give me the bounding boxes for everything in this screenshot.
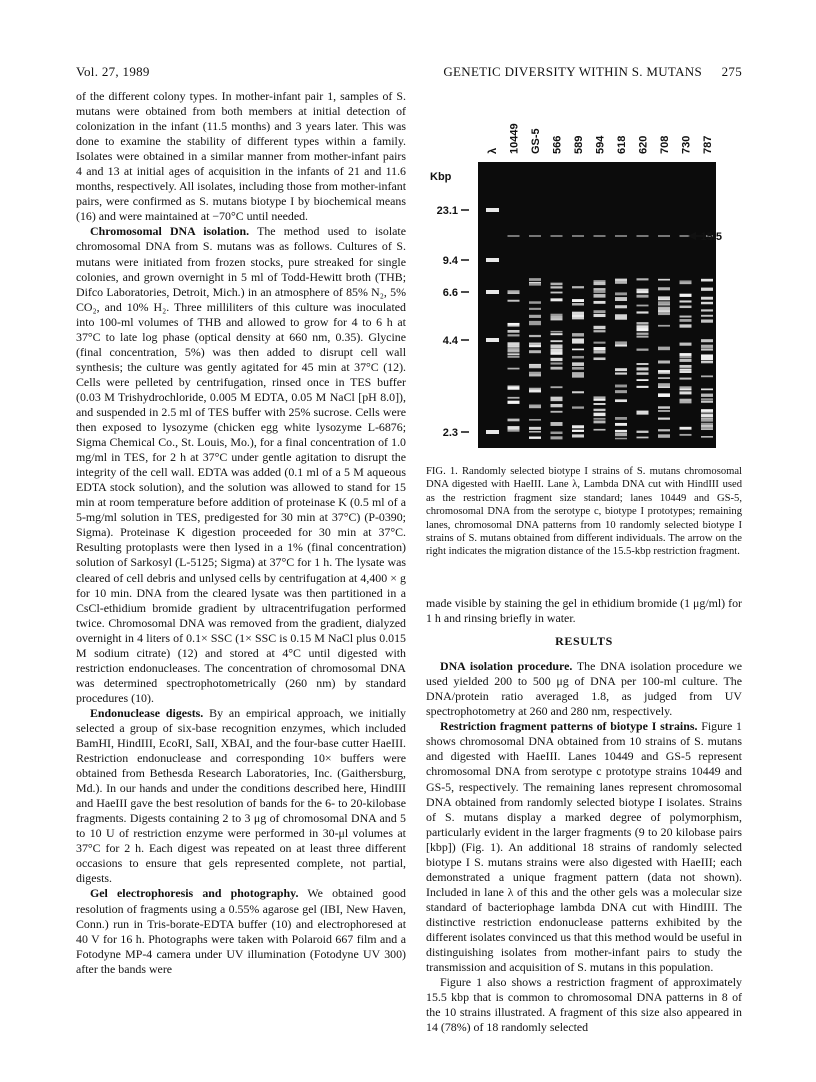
common-fragment-band xyxy=(551,235,563,237)
sample-band xyxy=(508,426,520,429)
page-number: 275 xyxy=(721,64,742,79)
sample-band xyxy=(572,426,584,428)
running-title: GENETIC DIVERSITY WITHIN S. MUTANS xyxy=(443,64,702,79)
sample-band xyxy=(572,406,584,408)
sample-band xyxy=(572,303,584,305)
sample-band xyxy=(615,314,627,317)
paragraph-colony-types: of the different colony types. In mother-infant pair 1, samples of S. mutans were obtained from both members at initial detection of colonization in the infant (11.5 months) and 3 years later. This was done to examine the stability of different types within a family. Isolates were obtained in a similar manner from mother-infant pairs 4 and 13 at initial ages of acquisition in the infants of 21 and 11.6 months, respectively. All isolates, including those from mother-infant pairs, were confirmed as S. mutans biotype I by biochemical means (16) and were maintained at −70°C until needed. xyxy=(76,89,406,224)
sample-band xyxy=(529,390,541,393)
common-fragment-band xyxy=(508,235,520,237)
sample-band xyxy=(615,433,627,436)
ladder-band xyxy=(486,338,499,342)
sample-band xyxy=(637,295,649,298)
sample-band xyxy=(551,386,563,388)
sample-band xyxy=(615,299,627,301)
sample-band xyxy=(508,330,520,332)
sample-band xyxy=(572,299,584,302)
sample-band xyxy=(701,414,713,417)
results-heading: RESULTS xyxy=(555,634,613,649)
sample-band xyxy=(615,305,627,308)
sample-band xyxy=(529,427,541,430)
sample-band xyxy=(572,333,584,335)
sample-band xyxy=(658,279,670,281)
sample-band xyxy=(551,286,563,288)
sample-band xyxy=(508,397,520,399)
sample-band xyxy=(508,401,520,404)
sample-band xyxy=(551,436,563,439)
sample-band xyxy=(637,311,649,313)
sample-band xyxy=(594,350,606,353)
sample-band xyxy=(701,388,713,390)
sample-band xyxy=(594,326,606,329)
sample-band xyxy=(658,406,670,408)
paragraph-dna-procedure xyxy=(426,659,742,719)
sample-band xyxy=(529,343,541,345)
sample-band xyxy=(551,349,563,352)
sample-band xyxy=(572,317,584,320)
sample-band xyxy=(701,427,713,430)
sample-band xyxy=(701,319,713,322)
sample-band xyxy=(529,301,541,303)
sample-band xyxy=(680,294,692,297)
sample-band xyxy=(658,410,670,412)
sample-band xyxy=(680,319,692,322)
heading-dna-procedure: DNA isolation procedure. xyxy=(440,659,573,674)
sample-band xyxy=(594,429,606,431)
sample-band xyxy=(658,360,670,363)
sample-band xyxy=(658,429,670,431)
sample-band xyxy=(594,342,606,344)
sample-band xyxy=(701,361,713,363)
figure-caption: FIG. 1. Randomly selected biotype I strains of S. mutans chromosomal DNA digested with HaeIII. Lane λ, Lambda DNA cut with HindIII used as the restriction fragment size standard; lanes 10449 and GS-5, chromosomal DNA from the serotype c, biotype I prototypes; remaining lanes, chromosomal DNA patterns from 10 randomly selected biotype I strains of S. mutans obtained from different individuals. The arrow on the right indicates the migration distance of the 15.5-kbp restriction fragment. xyxy=(426,466,742,558)
size-marker-label: 9.4 xyxy=(442,255,458,267)
lane-label: 708 xyxy=(659,135,671,154)
sample-band xyxy=(680,378,692,380)
sample-band xyxy=(680,300,692,302)
sample-band xyxy=(680,316,692,318)
sample-band xyxy=(680,427,692,429)
sample-band xyxy=(701,315,713,317)
common-fragment-band xyxy=(572,235,584,237)
sample-band xyxy=(680,343,692,346)
sample-band xyxy=(680,282,692,284)
lane-label: 10449 xyxy=(508,123,521,154)
sample-band xyxy=(551,333,563,335)
sample-band xyxy=(529,419,541,421)
sample-band xyxy=(615,368,627,371)
sample-band xyxy=(680,365,692,368)
sample-band xyxy=(529,335,541,337)
sample-band xyxy=(594,283,606,285)
sample-band xyxy=(701,302,713,304)
sample-band xyxy=(701,288,713,291)
sample-band xyxy=(572,286,584,288)
lane-label: 566 xyxy=(551,135,564,154)
sample-band xyxy=(551,367,563,370)
sample-band xyxy=(594,421,606,424)
gel-figure xyxy=(422,98,742,448)
sample-band xyxy=(615,438,627,440)
sample-band xyxy=(637,431,649,433)
sample-band xyxy=(637,412,649,415)
sample-band xyxy=(529,431,541,433)
sample-band xyxy=(529,374,541,376)
sample-band xyxy=(658,377,670,379)
sample-band xyxy=(572,364,584,366)
sample-band xyxy=(680,369,692,371)
sample-band xyxy=(551,331,563,333)
sample-band xyxy=(594,295,606,297)
ladder-band xyxy=(486,208,499,212)
left-column xyxy=(76,89,406,977)
sample-band xyxy=(615,390,627,393)
sample-band xyxy=(572,367,584,370)
sample-band xyxy=(615,423,627,426)
sample-band xyxy=(658,373,670,375)
sample-band xyxy=(680,359,692,362)
sample-band xyxy=(701,309,713,311)
sample-band xyxy=(680,356,692,358)
sample-band xyxy=(551,422,563,424)
sample-band xyxy=(529,278,541,281)
sample-band xyxy=(701,409,713,412)
lane-label: 618 xyxy=(616,135,628,154)
sample-band xyxy=(529,284,541,286)
sample-band xyxy=(572,434,584,437)
sample-band xyxy=(529,315,541,318)
sample-band xyxy=(637,437,649,439)
sample-band xyxy=(594,347,606,349)
sample-band xyxy=(658,418,670,420)
sample-band xyxy=(529,436,541,438)
sample-band xyxy=(551,318,563,320)
lane-label: 787 xyxy=(702,135,714,154)
sample-band xyxy=(615,297,627,299)
sample-band xyxy=(508,353,520,355)
ladder-band xyxy=(486,290,499,294)
sample-band xyxy=(615,430,627,432)
sample-band xyxy=(701,297,713,300)
common-fragment-band xyxy=(637,235,649,237)
sample-band xyxy=(637,386,649,388)
paragraph-staining: made visible by staining the gel in ethidium bromide (1 μg/ml) for 1 h and rinsing briefly in water. xyxy=(426,596,742,626)
common-fragment-band xyxy=(594,235,606,237)
sample-band xyxy=(529,308,541,310)
sample-band xyxy=(680,353,692,355)
sample-band xyxy=(701,339,713,342)
sample-band xyxy=(680,389,692,391)
sample-band xyxy=(615,417,627,420)
sample-band xyxy=(551,283,563,286)
sample-band xyxy=(637,322,649,324)
sample-band xyxy=(508,334,520,336)
sample-band xyxy=(508,419,520,422)
sample-band xyxy=(572,372,584,375)
sample-band xyxy=(508,292,520,294)
text-endonuclease: By an empirical approach, we initially selected a group of six-base recognition enzymes, which included BamHI, HindIII, EcoRI, SalI, XBAI, and the four-base cutter HaeIII. Restriction endonuclease and corresponding 10× buffers were obtained from Bethesda Research Laboratories, Inc. (Gaithersburg, Md.). In our hands and under the conditions described here, HindIII and HaeIII gave the best resolution of bands for the 6- to 20-kilobase fragments. Digests containing 2 to 3 μg of chromosomal DNA and 5 to 10 U of restriction enzyme were performed in 30-μl volumes at 37°C for 2 h. Each digest was repeated on at least three different occasions to ensure that gels represented complete, not partial, digests. xyxy=(76,705,407,886)
sample-band xyxy=(572,338,584,341)
ladder-band xyxy=(486,430,499,434)
sample-band xyxy=(572,375,584,377)
lane-label: λ xyxy=(487,147,499,154)
sample-band xyxy=(637,336,649,338)
sample-band xyxy=(680,324,692,327)
sample-band xyxy=(615,399,627,402)
sample-band xyxy=(508,290,520,292)
text-dna-procedure: The DNA isolation procedure we used yielded 200 to 500 μg of DNA per 100-ml culture. The DNA/protein ratio averaged 1.8, as judged from UV spectrophotometry at 260 and 280 nm, respectively. xyxy=(426,659,742,719)
sample-band xyxy=(551,340,563,342)
sample-band xyxy=(637,305,649,307)
sample-band xyxy=(594,291,606,293)
paragraph-gel-electrophoresis xyxy=(76,886,406,976)
sample-band xyxy=(658,287,670,290)
sample-band xyxy=(658,308,670,311)
lane-label: GS-5 xyxy=(530,128,542,154)
sample-band xyxy=(508,300,520,302)
sample-band xyxy=(594,288,606,291)
sample-band xyxy=(572,349,584,351)
sample-band xyxy=(594,403,606,405)
sample-band xyxy=(508,387,520,390)
sample-band xyxy=(615,281,627,283)
sample-band xyxy=(615,341,627,344)
sample-band xyxy=(658,325,670,327)
sample-band xyxy=(701,279,713,282)
sample-band xyxy=(680,434,692,436)
sample-band xyxy=(680,391,692,394)
sample-band xyxy=(529,345,541,347)
lane-label: 594 xyxy=(594,135,607,154)
sample-band xyxy=(529,323,541,325)
sample-band xyxy=(594,413,606,416)
size-marker-label: 2.3 xyxy=(442,427,458,439)
sample-band xyxy=(615,372,627,374)
size-marker-label: 23.1 xyxy=(436,205,458,217)
sample-band xyxy=(529,321,541,323)
sample-band xyxy=(701,419,713,422)
sample-band xyxy=(637,333,649,335)
sample-band xyxy=(680,401,692,403)
common-fragment-band xyxy=(615,235,627,237)
sample-band xyxy=(551,314,563,316)
sample-band xyxy=(637,349,649,351)
sample-band xyxy=(551,404,563,407)
gel-image xyxy=(422,98,742,448)
sample-band xyxy=(615,293,627,295)
heading-endonuclease: Endonuclease digests. xyxy=(90,705,204,720)
sample-band xyxy=(551,345,563,348)
sample-band xyxy=(572,430,584,432)
sample-band xyxy=(701,398,713,400)
sample-band xyxy=(572,356,584,358)
sample-band xyxy=(701,347,713,349)
sample-band xyxy=(701,394,713,397)
sample-band xyxy=(551,298,563,301)
sample-band xyxy=(615,344,627,346)
volume-label: Vol. 27, 1989 xyxy=(76,64,150,79)
sample-band xyxy=(529,282,541,284)
sample-band xyxy=(508,348,520,350)
sample-band xyxy=(551,432,563,435)
paragraph-restriction-patterns xyxy=(426,719,742,975)
gel-background xyxy=(478,162,716,448)
heading-gel-electrophoresis: Gel electrophoresis and photography. xyxy=(90,886,299,901)
sample-band xyxy=(658,347,670,350)
sample-band xyxy=(637,325,649,328)
sample-band xyxy=(637,379,649,381)
sample-band xyxy=(658,296,670,299)
sample-band xyxy=(658,394,670,397)
text-dna-isolation: The method used to isolate chromosomal DNA from S. mutans was as follows. Cultures of S. mutans were initiated from frozen stocks, pure streaked for single colonies, and grown overnight in 5 ml of Todd-Hewitt broth (THB; Difco Laboratories, Detroit, Mich.) in an atmosphere of 85% N₂, 5% CO₂, and 10% H₂. Three milliliters of this culture was inoculated into 100-ml volumes of THB and allowed to grow for 4 to 6 h at 37°C to late log phase (optical density at 660 nm, 0.35). Glycine (final concentration, 5%) was then added to disrupt cell wall synthesis; the culture was gently agitated for 45 min at 37°C (12). Cells were pelleted by centrifugation, rinsed once in TES buffer (0.03 M Trishydrochloride, 0.005 M EDTA, 0.05 M NaCl [pH 8.0]), and suspended in 2.5 ml of TES buffer with 25% sucrose. Cells were then exposed to lysozyme (chicken egg white lysozyme L-6876; Sigma Chemical Co., St. Louis, Mo.), for a final concentration of 1.0 mg/ml in TES, for 2 h at 37°C under gentle agitation to disrupt the integrity of the cell wall. EDTA was added (0.1 ml of a 5 M aqueous EDTA stock solution), and the solution was allowed to stand for 15 min at room temperature before addition of proteinase K (0.5 ml of a 5-mg/ml solution in TES, predigested for 30 min at 37°C) (P-0390; Sigma). Proteinase K digestion proceeded for 30 min at 37°C. Resulting protoplasts were then lysed in a 1% (final concentration) solution of Sarkosyl (L-5125; Sigma) at 37°C for 1 h. The lysate was cleared of cell debris and unlysed cells by centrifugation at 4,400 × g for 10 min. DNA from the cleared lysate was then partitioned in a CsCl-ethidium bromide gradient by ultracentrifugation performed twice. Chromosomal DNA was removed from the gradient, dialyzed overnight in 4 liters of 0.1× SSC (1× SSC is 0.15 M NaCl plus 0.015 M sodium citrate) (12) and stored at 4°C until digested with restriction endonucleases. The concentration of chromosomal DNA was determined spectrophotometrically (260 nm) by standard procedures (10). xyxy=(76,224,406,705)
sample-band xyxy=(658,434,670,437)
sample-band xyxy=(594,280,606,282)
sample-band xyxy=(551,362,563,364)
right-column xyxy=(426,596,742,1035)
sample-band xyxy=(637,289,649,291)
sample-band xyxy=(701,401,713,403)
sample-band xyxy=(594,301,606,304)
sample-band xyxy=(551,411,563,413)
sample-band xyxy=(680,399,692,401)
sample-band xyxy=(529,350,541,353)
paragraph-endonuclease xyxy=(76,706,406,887)
sample-band xyxy=(551,358,563,361)
sample-band xyxy=(701,349,713,351)
sample-band xyxy=(529,404,541,406)
sample-band xyxy=(637,291,649,294)
sample-band xyxy=(594,396,606,398)
sample-band xyxy=(572,391,584,393)
sample-band xyxy=(637,372,649,374)
sample-band xyxy=(637,278,649,280)
sample-band xyxy=(529,364,541,367)
common-fragment-band xyxy=(658,235,670,237)
paragraph-dna-isolation xyxy=(76,224,406,706)
text-restriction-patterns: Figure 1 shows chromosomal DNA obtained from 10 strains of S. mutans and digested with HaeIII. Lanes 10449 and GS-5 represent chromosomal DNA from serotype c prototype strains 10449 and GS-5, respectively. The remaining lanes represent chromosomal DNA obtained from randomly selected biotype I isolates. Strains of S. mutans display a marked degree of polymorphism, particularly evident in the larger fragments (9 to 20 kilobase pairs [kbp]) (Fig. 1). An additional 18 strains of randomly selected biotype I S. mutans strains were also digested with HaeIII; each demonstrated a unique fragment pattern (data not shown). Included in lane λ of this and the other gels was a molecular size standard of bacteriophage lambda DNA cut with HindIII. The distinctive restriction endonuclease patterns exhibited by the different isolates convinced us that this method would be useful in distinguishing isolates from mother-infant pairs to study the transmission and acquisition of S. mutans in this population. xyxy=(426,719,742,975)
sample-band xyxy=(658,312,670,315)
size-marker-label: 4.4 xyxy=(442,335,458,347)
lane-label: 589 xyxy=(573,135,585,154)
sample-band xyxy=(658,301,670,304)
sample-band xyxy=(615,385,627,388)
heading-dna-isolation: Chromosomal DNA isolation. xyxy=(90,224,250,239)
sample-band xyxy=(551,397,563,399)
text-gel-electrophoresis: We obtained good resolution of fragments using a 0.55% agarose gel (IBI, New Haven, Conn.) run in Tris-borate-EDTA buffer (10) and electrophoresed at 40 V for 16 h. Photographs were taken with Polaroid 667 film and a Fotodyne MP-4 camera under UV illumination (Fotodyne UV 300) after the bands were xyxy=(76,886,406,976)
sample-band xyxy=(680,306,692,308)
lane-label: 730 xyxy=(680,135,693,154)
sample-band xyxy=(594,357,606,360)
sample-band xyxy=(508,323,520,325)
arrow-label: 15.5 xyxy=(700,231,722,243)
lane-label: 620 xyxy=(637,135,650,154)
sample-band xyxy=(572,312,584,315)
size-marker-label: 6.6 xyxy=(442,287,458,299)
kbp-label: Kbp xyxy=(430,171,452,183)
sample-band xyxy=(637,363,649,365)
sample-band xyxy=(508,342,520,345)
sample-band xyxy=(594,409,606,411)
sample-band xyxy=(701,436,713,438)
sample-band xyxy=(508,345,520,348)
ladder-band xyxy=(486,258,499,262)
sample-band xyxy=(508,368,520,370)
paragraph-common-fragment: Figure 1 also shows a restriction fragment of approximately 15.5 kbp that is common to chromosomal DNA patterns in 8 of the 10 strains illustrated. A fragment of this size also appeared in 14 (78%) of 18 randomly selected xyxy=(426,975,742,1035)
sample-band xyxy=(551,292,563,294)
page-header xyxy=(76,64,742,84)
heading-restriction-patterns: Restriction fragment patterns of biotype I strains. xyxy=(440,719,698,734)
common-fragment-band xyxy=(529,235,541,237)
sample-band xyxy=(594,314,606,317)
sample-band xyxy=(701,375,713,377)
sample-band xyxy=(594,310,606,313)
sample-band xyxy=(508,356,520,358)
sample-band xyxy=(594,418,606,420)
sample-band xyxy=(637,367,649,370)
sample-band xyxy=(701,357,713,360)
sample-band xyxy=(658,383,670,386)
sample-band xyxy=(594,331,606,333)
